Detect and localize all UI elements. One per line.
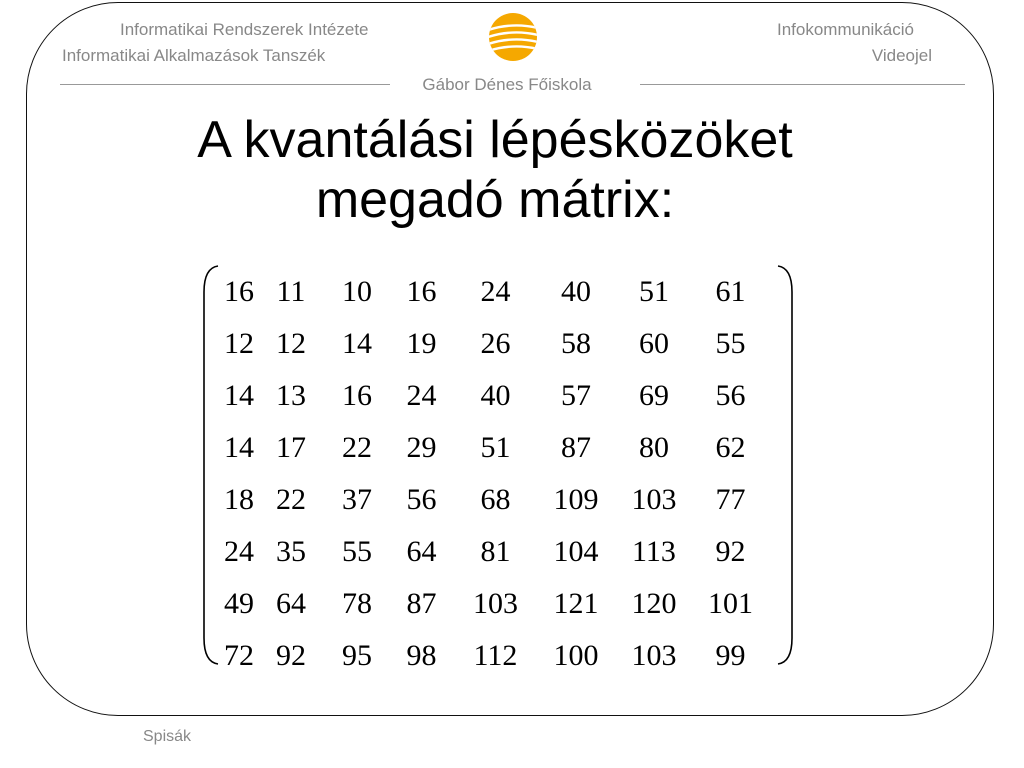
matrix-cell: 51 [480,431,511,464]
slide-title-line1: A kvantálási lépésközöket [197,111,793,169]
slide-title [0,110,990,230]
matrix-cell: 81 [480,535,511,568]
matrix-cell: 13 [276,379,306,412]
matrix-cell: 17 [276,431,306,464]
course-name: Infokommunikáció [776,20,914,39]
matrix-cell: 64 [276,587,306,620]
matrix-cell: 77 [715,483,746,516]
matrix-cell: 64 [406,535,437,568]
matrix-cell: 104 [553,535,599,568]
department-name: Informatikai Alkalmazások Tanszék [62,46,326,65]
matrix-row [220,578,775,630]
matrix-cell: 16 [406,275,437,308]
matrix-cell: 121 [553,587,599,620]
matrix-cell: 109 [553,483,599,516]
matrix-cell: 18 [224,483,254,516]
matrix-cell: 55 [342,535,372,568]
author-footer: Spisák [143,728,192,745]
matrix-cell: 87 [406,587,437,620]
matrix-cell: 103 [473,587,518,620]
topic-name: Videojel [871,46,932,65]
gabor-denes-logo-icon [486,12,540,62]
matrix-row [220,266,775,318]
slide-title-line2: megadó mátrix: [315,171,675,229]
matrix-cell: 24 [224,535,254,568]
matrix-cell: 40 [480,379,511,412]
matrix-cell: 55 [715,327,746,360]
matrix-cell: 103 [631,483,677,516]
matrix-cell: 49 [224,587,254,620]
matrix-cell: 22 [342,431,372,464]
matrix-cell: 19 [406,327,437,360]
matrix-row [220,422,775,474]
matrix-cell: 11 [276,275,306,308]
school-name: Gábor Dénes Főiskola [422,75,592,94]
matrix-cell: 37 [342,483,372,516]
matrix-cell: 112 [473,639,518,672]
matrix-cell: 24 [480,275,511,308]
matrix-cell: 100 [553,639,599,672]
matrix-cell: 95 [342,639,372,672]
matrix-cell: 113 [632,535,676,568]
header-rule-left [60,84,390,85]
matrix-cell: 103 [631,639,677,672]
matrix-cell: 87 [561,431,591,464]
matrix-cell: 35 [276,535,306,568]
matrix-cell: 58 [561,327,591,360]
matrix-row [220,474,775,526]
matrix-cell: 92 [715,535,746,568]
matrix-cell: 51 [639,275,669,308]
header-rule-right [640,84,965,85]
matrix-cell: 62 [715,431,746,464]
matrix-cell: 22 [276,483,306,516]
matrix-cell: 12 [224,327,254,360]
matrix-cell: 14 [224,431,254,464]
matrix-cell: 72 [224,639,254,672]
matrix-cell: 16 [224,275,254,308]
matrix-cell: 14 [342,327,372,360]
matrix-grid [220,266,775,682]
matrix-cell: 120 [631,587,677,620]
matrix-cell: 57 [561,379,591,412]
matrix-cell: 24 [406,379,437,412]
right-parenthesis [776,262,796,668]
quantization-matrix [200,262,800,672]
matrix-cell: 61 [715,275,746,308]
matrix-row [220,526,775,578]
matrix-cell: 26 [480,327,511,360]
matrix-row [220,630,775,682]
matrix-cell: 69 [639,379,669,412]
matrix-cell: 56 [715,379,746,412]
matrix-cell: 29 [406,431,437,464]
matrix-cell: 101 [708,587,753,620]
matrix-cell: 68 [480,483,511,516]
matrix-cell: 60 [639,327,669,360]
matrix-cell: 12 [276,327,306,360]
institute-name: Informatikai Rendszerek Intézete [120,20,369,39]
matrix-row [220,370,775,422]
matrix-cell: 78 [342,587,372,620]
matrix-cell: 16 [342,379,372,412]
matrix-cell: 98 [406,639,437,672]
matrix-row [220,318,775,370]
matrix-cell: 99 [715,639,746,672]
matrix-cell: 40 [561,275,591,308]
matrix-cell: 92 [276,639,306,672]
matrix-cell: 80 [639,431,669,464]
matrix-cell: 56 [406,483,437,516]
matrix-cell: 14 [224,379,254,412]
left-parenthesis [200,262,220,668]
matrix-cell: 10 [342,275,372,308]
